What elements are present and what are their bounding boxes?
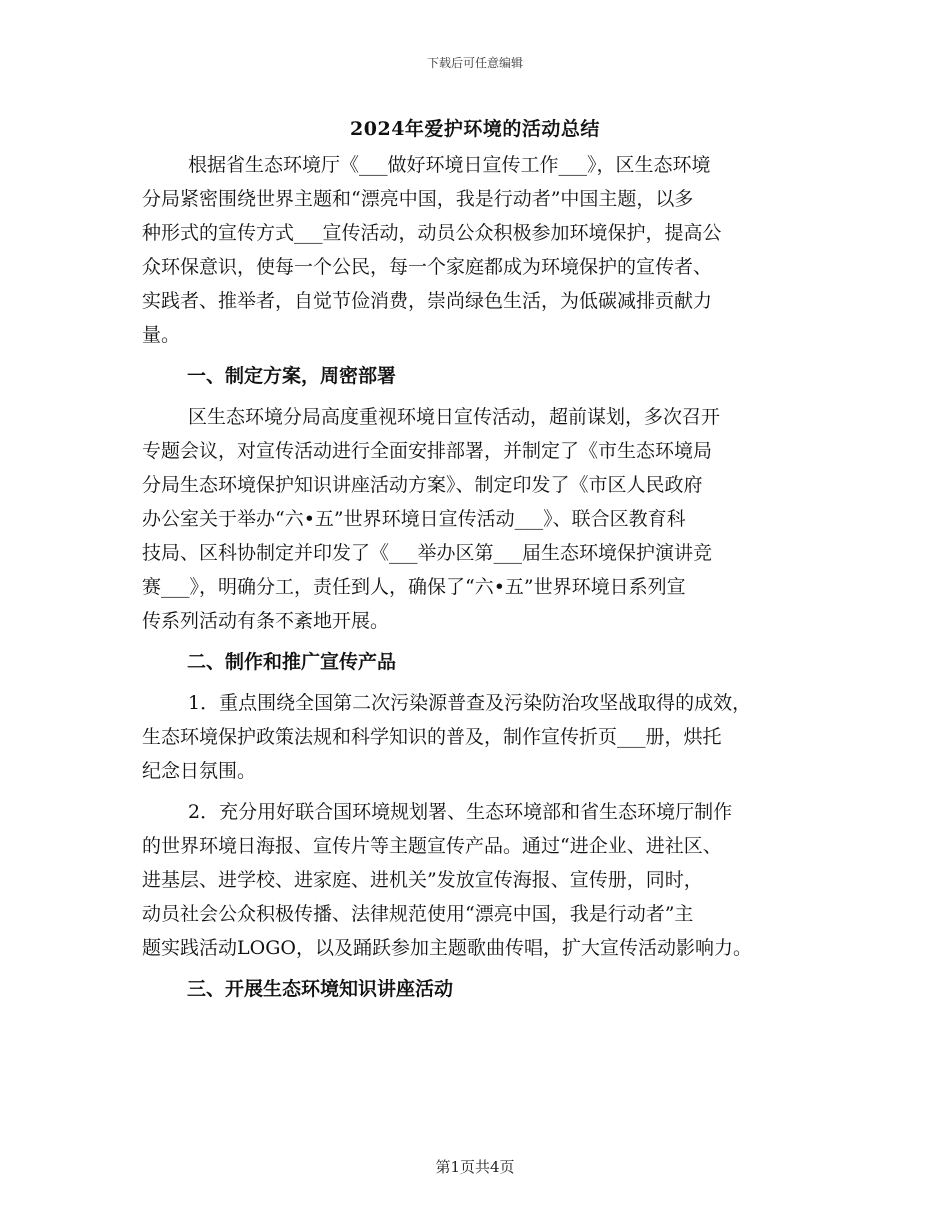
paragraph: [142, 400, 810, 638]
paragraph-line: 动员社会公众积极传播、法律规范使用“漂亮中国，我是行动者”主: [142, 903, 694, 925]
paragraph-line: 根据省生态环境厅《___做好环境日宣传工作___》，区生态环境: [188, 154, 711, 176]
document-body: [142, 148, 810, 1006]
paragraph-line: 题实践活动LOGO，以及踊跃参加主题歌曲传唱，扩大宣传活动影响力。: [142, 937, 752, 959]
paragraph-line: 专题会议，对宣传活动进行全面安排部署，并制定了《市生态环境局: [142, 440, 713, 462]
paragraph: [142, 795, 810, 965]
section-heading: 二、制作和推广宣传产品: [187, 651, 397, 673]
paragraph-line: 分局紧密围绕世界主题和“漂亮中国，我是行动者”中国主题，以多: [142, 188, 694, 210]
document-title: 2024年爱护环境的活动总结: [350, 118, 600, 140]
paragraph-line: 赛___》，明确分工，责任到人，确保了“六•五”世界环境日系列宣: [142, 576, 686, 598]
paragraph-line: 分局生态环境保护知识讲座活动方案》、制定印发了《市区人民政府: [142, 474, 703, 496]
page-number-footer: 第1页共4页: [435, 1158, 515, 1176]
paragraph: [142, 686, 810, 788]
paragraph-line: 实践者、推举者，自觉节俭消费，崇尚绿色生活，为低碳减排贡献力: [142, 290, 713, 312]
section-heading: 三、开展生态环境知识讲座活动: [187, 978, 454, 1000]
paragraph-line: 1．重点围绕全国第二次污染源普查及污染防治攻坚战取得的成效，: [188, 692, 752, 714]
paragraph-line: 区生态环境分局高度重视环境日宣传活动，超前谋划，多次召开: [188, 406, 721, 428]
paragraph-line: 生态环境保护政策法规和科学知识的普及，制作宣传折页___册，烘托: [142, 726, 722, 748]
section-heading: 一、制定方案，周密部署: [187, 365, 397, 387]
paragraph-line: 量。: [142, 324, 181, 346]
paragraph-line: 众环保意识，使每一个公民，每一个家庭都成为环境保护的宣传者、: [142, 256, 713, 278]
paragraph-line: 的世界环境日海报、宣传片等主题宣传产品。通过“进企业、进社区、: [142, 835, 722, 857]
paragraph-line: 技局、区科协制定并印发了《___举办区第___届生态环境保护演讲竞: [142, 542, 713, 564]
paragraph-line: 种形式的宣传方式___宣传活动，动员公众积极参加环境保护，提高公: [142, 222, 722, 244]
header-note: 下载后可任意编辑: [426, 56, 523, 70]
paragraph-line: 2．充分用好联合国环境规划署、生态环境部和省生态环境厅制作: [188, 801, 733, 823]
paragraph-line: 办公室关于举办“六•五”世界环境日宣传活动___》、联合区教育科: [142, 508, 686, 530]
paragraph: [142, 148, 810, 352]
paragraph-line: 传系列活动有条不紊地开展。: [142, 610, 390, 632]
paragraph-line: 进基层、进学校、进家庭、进机关”发放宣传海报、宣传册，同时，: [142, 869, 703, 891]
paragraph-line: 纪念日氛围。: [142, 760, 257, 782]
